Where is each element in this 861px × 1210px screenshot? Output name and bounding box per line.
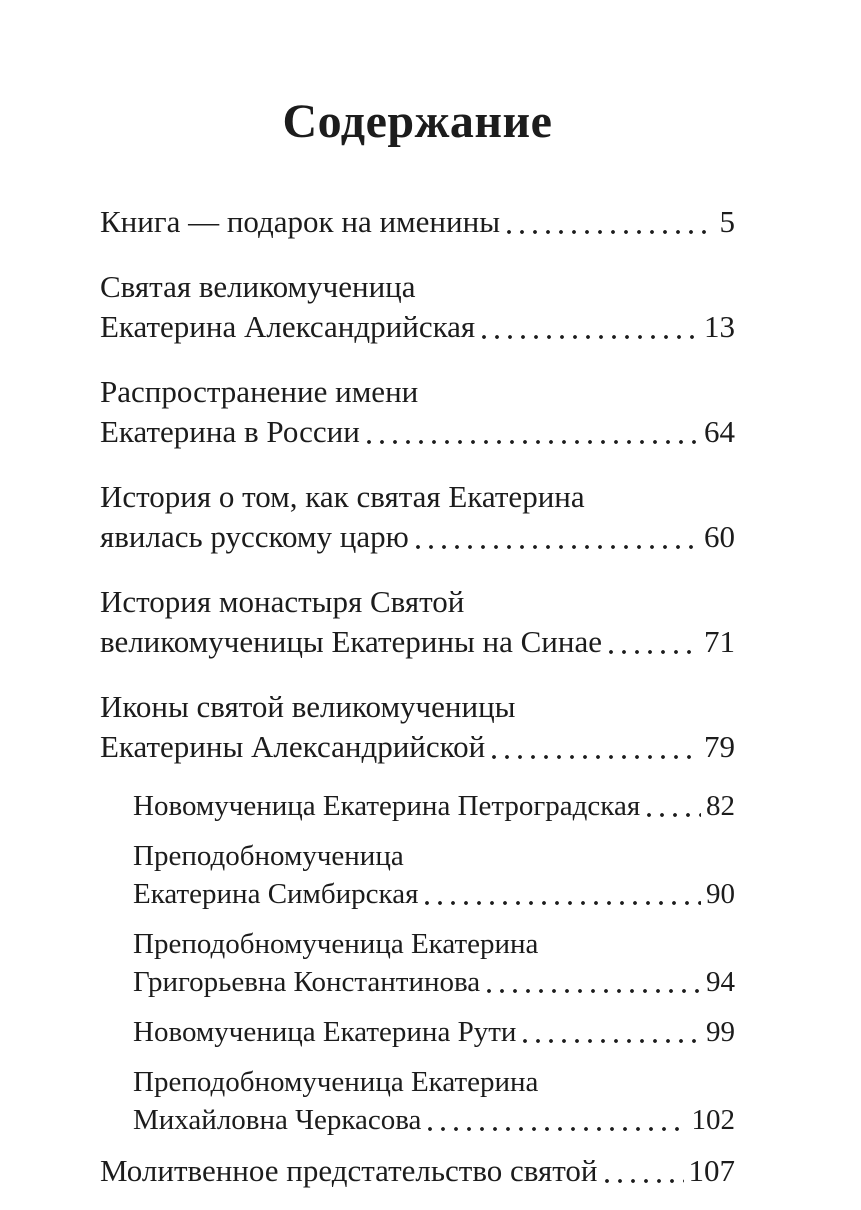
toc-entry bbox=[100, 582, 735, 662]
toc-entry bbox=[100, 372, 735, 452]
toc-entry-lastline bbox=[100, 412, 735, 452]
toc-entry-text: явилась русскому царю bbox=[100, 519, 409, 554]
toc-page-number: 60 bbox=[704, 519, 735, 554]
toc-entry bbox=[100, 477, 735, 557]
toc-page-number: 90 bbox=[706, 878, 735, 910]
dot-leader bbox=[421, 1101, 691, 1139]
toc-entry bbox=[100, 787, 735, 825]
dot-leader bbox=[475, 307, 704, 347]
toc-entry-text: Екатерина в России bbox=[100, 414, 360, 449]
dot-leader bbox=[485, 727, 704, 767]
toc-entry-lastline bbox=[133, 787, 735, 825]
toc-entry-text: Екатерина Александрийская bbox=[100, 309, 476, 344]
toc-page-number: 13 bbox=[704, 309, 735, 344]
toc-list bbox=[100, 202, 735, 1191]
toc-entry bbox=[100, 1151, 735, 1191]
toc-entry-text: Новомученица Екатерина Рути bbox=[133, 1016, 517, 1048]
toc-entry-line: История монастыря Святой bbox=[100, 584, 465, 619]
toc-entry-text: Новомученица Екатерина Петроградская bbox=[133, 790, 641, 822]
toc-entry-text: Екатерины Александрийской bbox=[100, 729, 486, 764]
toc-entry-text: Молитвенное предстательство святой bbox=[100, 1153, 598, 1188]
toc-entry-text: Григорьевна Константинова bbox=[133, 966, 481, 998]
dot-leader bbox=[640, 787, 706, 825]
toc-entry-lastline bbox=[133, 1013, 735, 1051]
toc-page-number: 79 bbox=[704, 729, 735, 764]
dot-leader bbox=[360, 412, 704, 452]
toc-entry bbox=[100, 202, 735, 242]
toc-entry-line: Преподобномученица bbox=[133, 840, 404, 872]
toc-page-number: 5 bbox=[719, 204, 735, 239]
toc-entry bbox=[100, 925, 735, 1001]
dot-leader bbox=[516, 1013, 706, 1051]
dot-leader bbox=[480, 963, 706, 1001]
toc-entry-text: Книга — подарок на именины bbox=[100, 204, 501, 239]
dot-leader bbox=[598, 1151, 689, 1191]
toc-entry-line: Преподобномученица Екатерина bbox=[133, 1066, 539, 1098]
toc-entry-lastline bbox=[133, 963, 735, 1001]
toc-entry-lastline bbox=[133, 1101, 735, 1139]
toc-entry-line: Святая великомученица bbox=[100, 269, 416, 304]
toc-entry bbox=[100, 267, 735, 347]
toc-entry bbox=[100, 687, 735, 767]
toc-entry-lastline bbox=[100, 517, 735, 557]
toc-entry-line: Преподобномученица Екатерина bbox=[133, 928, 539, 960]
toc-entry-lastline bbox=[100, 307, 735, 347]
dot-leader bbox=[602, 622, 704, 662]
toc-entry bbox=[100, 1063, 735, 1139]
toc-entry-text: великомученицы Екатерины на Синае bbox=[100, 624, 603, 659]
toc-entry-line: История о том, как святая Екатерина bbox=[100, 479, 585, 514]
toc-entry-lastline bbox=[133, 875, 735, 913]
toc-page-number: 99 bbox=[706, 1016, 735, 1048]
toc-page-number: 64 bbox=[704, 414, 735, 449]
toc-entry-lastline bbox=[100, 622, 735, 662]
toc-entry-lastline bbox=[100, 1151, 735, 1191]
toc-page-number: 94 bbox=[706, 966, 735, 998]
toc-page-number: 107 bbox=[688, 1153, 735, 1188]
toc-page-number: 71 bbox=[704, 624, 735, 659]
toc-entry-line: Распространение имени bbox=[100, 374, 419, 409]
toc-entry-lastline bbox=[100, 727, 735, 767]
toc-entry-text: Михайловна Черкасова bbox=[133, 1104, 422, 1136]
toc-entry-line: Иконы святой великомученицы bbox=[100, 689, 516, 724]
toc-page-number: 102 bbox=[691, 1104, 735, 1136]
dot-leader bbox=[500, 202, 719, 242]
toc-entry bbox=[100, 837, 735, 913]
dot-leader bbox=[418, 875, 706, 913]
toc-entry bbox=[100, 1013, 735, 1051]
toc-entry-text: Екатерина Симбирская bbox=[133, 878, 419, 910]
toc-entry-lastline bbox=[100, 202, 735, 242]
toc-page-number: 82 bbox=[706, 790, 735, 822]
dot-leader bbox=[409, 517, 704, 557]
page-title: Содержание bbox=[282, 95, 553, 148]
